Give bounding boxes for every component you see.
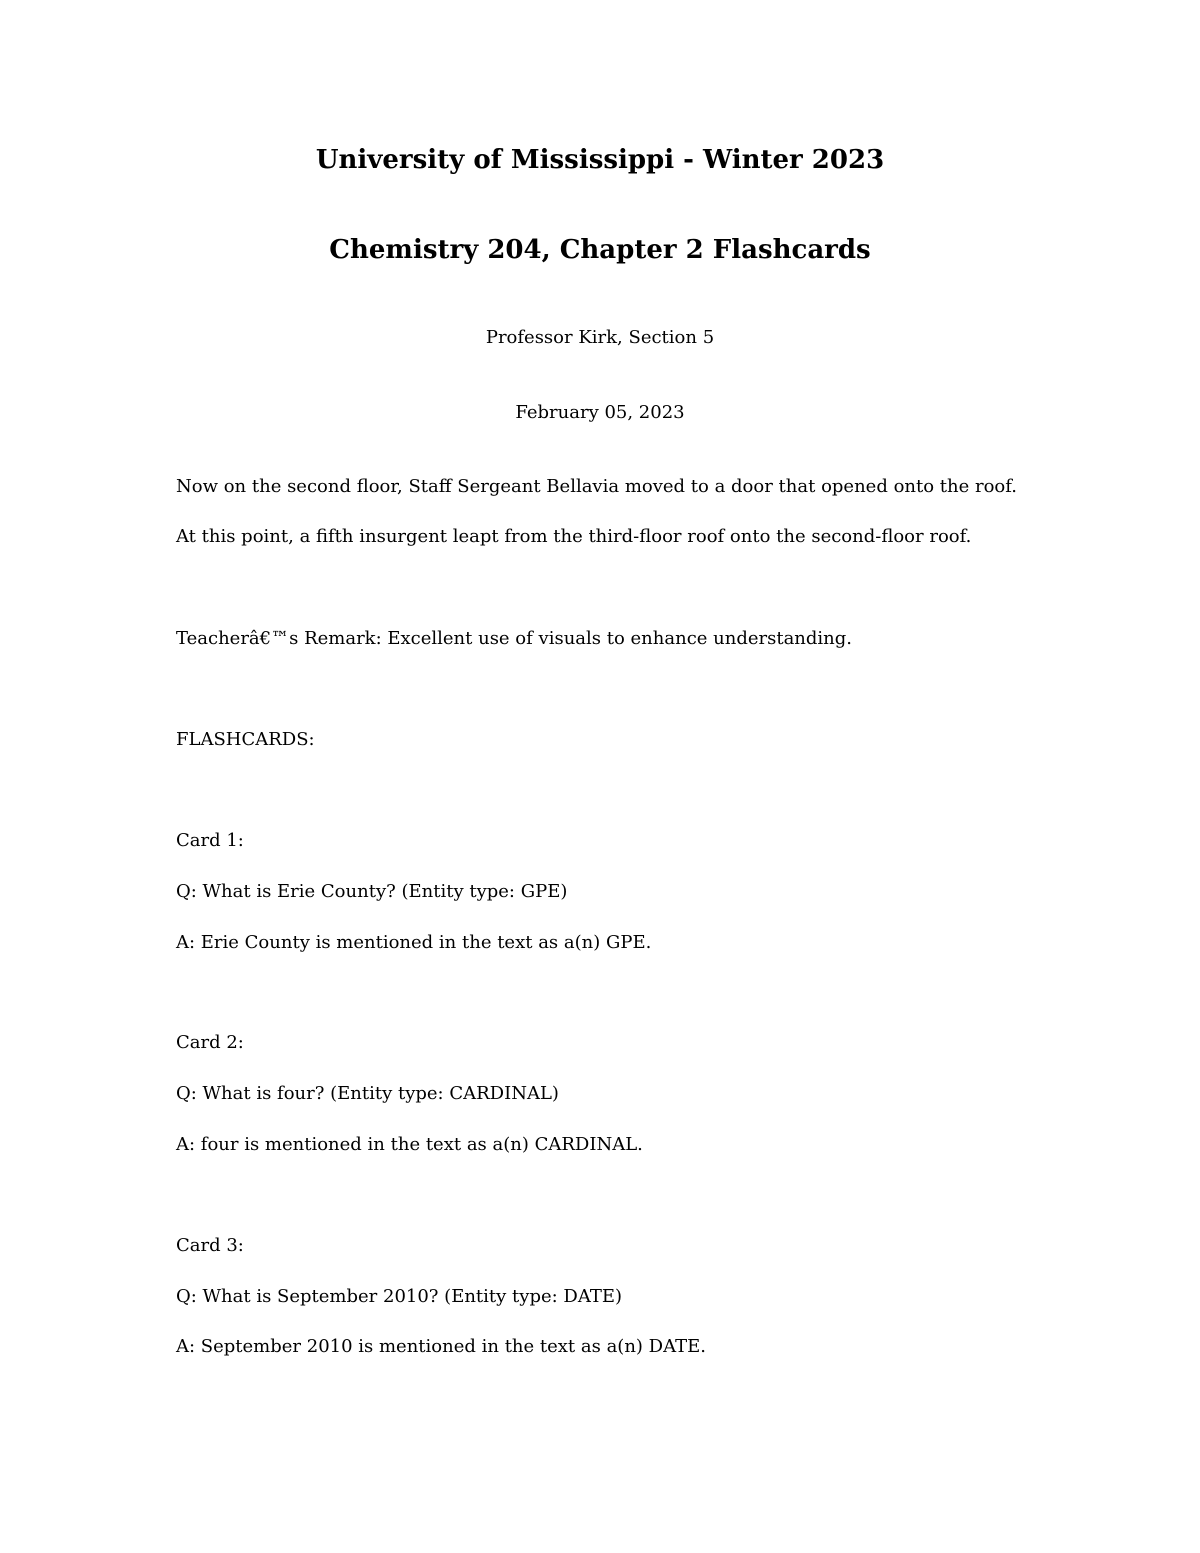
flashcard-answer: A: Erie County is mentioned in the text as a(n) GPE.: [176, 932, 652, 953]
flashcard-label: Card 2:: [176, 1032, 244, 1053]
flashcard-question: Q: What is four? (Entity type: CARDINAL): [176, 1083, 559, 1104]
teacher-remark: Teacherâ€™s Remark: Excellent use of visuals to enhance understanding.: [176, 628, 853, 649]
flashcard-question: Q: What is Erie County? (Entity type: GPE): [176, 881, 568, 902]
professor-line: Professor Kirk, Section 5: [485, 327, 715, 348]
flashcard-answer: A: September 2010 is mentioned in the text as a(n) DATE.: [176, 1336, 706, 1357]
flashcards-heading: FLASHCARDS:: [176, 729, 315, 750]
university-heading: University of Mississippi - Winter 2023: [315, 145, 885, 175]
document-date: February 05, 2023: [515, 402, 685, 423]
course-title: Chemistry 204, Chapter 2 Flashcards: [329, 235, 871, 265]
flashcard-answer: A: four is mentioned in the text as a(n) CARDINAL.: [176, 1134, 643, 1155]
passage-sentence-1: Now on the second floor, Staff Sergeant Bellavia moved to a door that opened onto the roof.: [176, 476, 1018, 497]
flashcard-label: Card 1:: [176, 830, 244, 851]
flashcard-label: Card 3:: [176, 1235, 244, 1256]
flashcard-question: Q: What is September 2010? (Entity type: DATE): [176, 1286, 623, 1307]
passage-sentence-2: At this point, a fifth insurgent leapt from the third-floor roof onto the second-floor roof.: [176, 526, 972, 547]
